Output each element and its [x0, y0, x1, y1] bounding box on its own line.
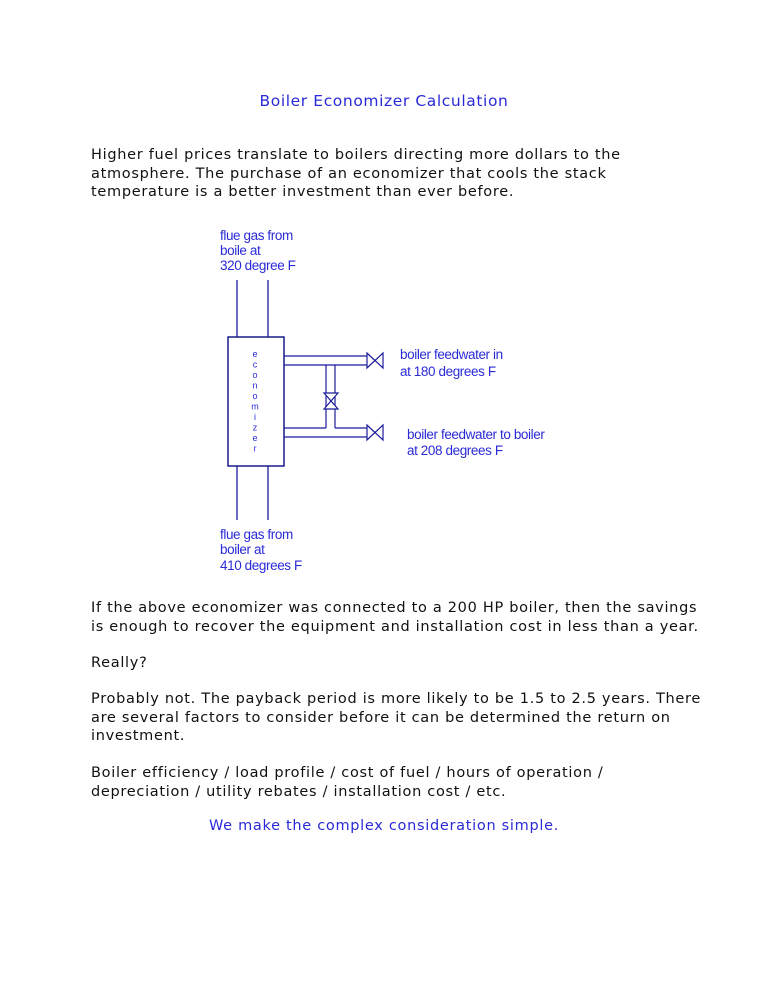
savings-paragraph [91, 599, 699, 636]
economizer-letter: z [252, 422, 258, 433]
savings-line: If the above economizer was connected to a 200 HP boiler, then the savings [91, 600, 698, 616]
economizer-letter: m [251, 401, 259, 412]
flue-gas-top-label-line: 320 degree F [220, 258, 296, 273]
feedwater-out-valve-icon [367, 425, 375, 440]
feedwater-in-valve-icon [367, 353, 375, 368]
economizer-letter: n [252, 380, 258, 391]
intro-line: temperature is a better investment than ever before. [91, 184, 515, 200]
intro-line: Higher fuel prices translate to boilers directing more dollars to the [91, 147, 621, 163]
closing-tagline: We make the complex consideration simple. [208, 818, 560, 834]
page-title: Boiler Economizer Calculation [259, 92, 509, 110]
flue-gas-bottom-label-line: 410 degrees F [220, 558, 302, 573]
payback-line: Probably not. The payback period is more likely to be 1.5 to 2.5 years. There [91, 691, 701, 707]
economizer-letter: e [252, 349, 258, 359]
feedwater-in-label-line: at 180 degrees F [400, 364, 496, 379]
payback-line: investment. [91, 728, 186, 744]
factors-line: Boiler efficiency / load profile / cost of fuel / hours of operation / [91, 765, 604, 781]
economizer-letter: i [254, 412, 256, 422]
feedwater-out-label-line: at 208 degrees F [407, 443, 503, 458]
intro-line: atmosphere. The purchase of an economizer that cools the stack [91, 165, 607, 182]
really-paragraph [91, 654, 691, 673]
flue-gas-bottom-label-line: flue gas from [220, 527, 293, 542]
economizer-letter: r [253, 443, 257, 454]
payback-line: are several factors to consider before it can be determined the return on [91, 709, 671, 726]
feedwater-in-label-line: boiler feedwater in [400, 347, 503, 362]
economizer-letter: o [252, 391, 258, 401]
savings-line: is enough to recover the equipment and installation cost in less than a year. [91, 618, 699, 635]
flue-gas-bottom-label-line: boiler at [220, 542, 265, 557]
feedwater-out-label-line: boiler feedwater to boiler [407, 427, 545, 442]
payback-paragraph [91, 690, 701, 746]
flue-gas-top-label-line: flue gas from [220, 228, 293, 243]
flue-gas-top-label-line: boile at [220, 243, 261, 258]
economizer-letter: c [252, 359, 258, 370]
really-text: Really? [91, 655, 148, 671]
factors-paragraph [91, 764, 691, 801]
economizer-letter: e [252, 433, 258, 443]
economizer-letter: o [252, 370, 258, 380]
factors-line: depreciation / utility rebates / installation cost / etc. [91, 783, 507, 800]
